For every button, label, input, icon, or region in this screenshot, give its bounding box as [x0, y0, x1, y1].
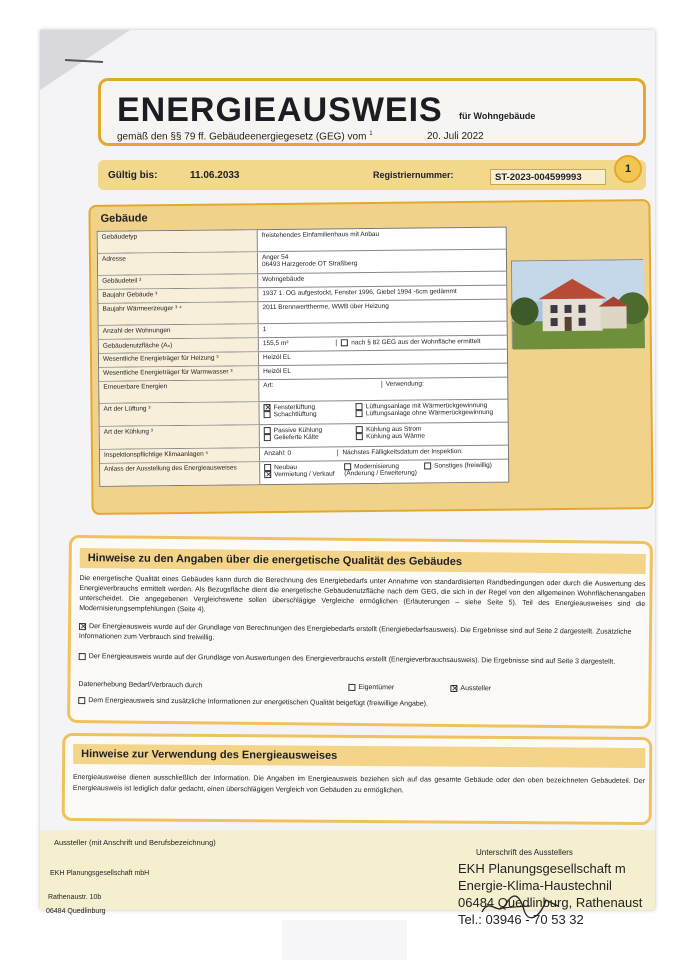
- issuer-option: Aussteller: [460, 685, 492, 693]
- issue-reason-option: Sonstiges (freiwillig): [434, 461, 492, 470]
- table-row: [100, 460, 508, 486]
- renewables-label: Erneuerbare Energien: [99, 380, 259, 403]
- issue-reason-option: Modernisierung: [354, 462, 399, 471]
- heat-generator-year-label: Baujahr Wärmeerzeuger ³ ⁴: [98, 302, 258, 325]
- legal-basis-text: gemäß den §§ 79 ff. Gebäudeenergiegesetz (GEG) vom: [117, 131, 367, 143]
- checkbox[interactable]: [78, 697, 85, 704]
- building-type-value: freistehendes Einfamilienhaus mit Anbau: [261, 230, 380, 240]
- ventilation-option: Lüftungsanlage mit Wärmerückgewinnung: [365, 402, 488, 411]
- issuer-name: EKH Planungsgesellschaft mbH: [50, 870, 150, 877]
- document-title: ENERGIEAUSWEIS: [117, 91, 443, 129]
- renewables-usage: Verwendung:: [381, 380, 504, 388]
- data-collection-label: Datenerhebung Bedarf/Verbrauch durch: [78, 681, 203, 690]
- floor-area-value: [259, 336, 507, 352]
- building-part-value: Wohngebäude: [262, 275, 305, 284]
- apartments-label: Anzahl der Wohnungen: [99, 324, 259, 339]
- heat-generator-year-value: 2011 Brennwerttherme, WWB über Heizung: [262, 302, 389, 312]
- additional-info-text: Dem Energieausweis sind zusätzliche Informationen zur energetischen Qualität beigefügt (freiwillige Angabe).: [88, 697, 428, 708]
- document-subtitle: für Wohngebäude: [459, 111, 536, 121]
- house-image: [512, 260, 645, 349]
- bottom-artifact: [282, 920, 407, 960]
- checkbox-checked[interactable]: [264, 471, 271, 478]
- page-number-badge: 1: [614, 155, 642, 183]
- checkbox-checked[interactable]: [263, 404, 270, 411]
- checkbox[interactable]: [264, 427, 271, 434]
- building-section-title: Gebäude: [100, 212, 148, 225]
- option-demand-text: Der Energieausweis wurde auf der Grundlage von Berechnungen des Energiebedarfs erstellt (Energiebedarfsausweis). Die Ergebnisse sind auf Seite 2 dargestellt. Zusätzliche Informationen zum Verbrauch sind freiwillig.: [78, 623, 632, 642]
- construction-year-value: 1937 1. OG aufgestockt, Fenster 1996, Giebel 1994 -6cm gedämmt: [262, 288, 457, 298]
- checkbox[interactable]: [264, 411, 271, 418]
- title-box: [98, 78, 646, 146]
- stamp-line: Tel.: 03946 - 70 53 32: [458, 912, 584, 927]
- issuer-section: [40, 830, 655, 927]
- registration-number: ST-2023-004599993: [490, 169, 606, 185]
- checkbox[interactable]: [79, 653, 86, 660]
- aircon-label: Inspektionspflichtige Klimaanlagen ⁵: [100, 448, 260, 463]
- building-section: [88, 199, 653, 515]
- floor-area-number: 155,5 m²: [262, 339, 289, 348]
- address-line-1: Anger 54: [261, 253, 289, 262]
- option-consumption: [79, 652, 645, 668]
- heating-carrier-value: Heizöl EL: [262, 353, 291, 362]
- registration-label: Registriernummer:: [373, 170, 454, 180]
- stamp-line: EKH Planungsgesellschaft m: [458, 861, 626, 876]
- building-type-label: Gebäudetyp: [98, 230, 258, 253]
- ventilation-option: Schachtlüftung: [273, 411, 317, 419]
- option-consumption-text: Der Energieausweis wurde auf der Grundlage von Auswertungen des Energieverbrauchs erstellt (Energieverbrauchsausweis). Die Ergebnisse sind auf Seite 3 dargestellt.: [88, 653, 616, 666]
- valid-until-label: Gültig bis:: [108, 170, 158, 181]
- checkbox[interactable]: [356, 433, 363, 440]
- checkbox[interactable]: [424, 462, 431, 469]
- law-date: 20. Juli 2022: [427, 131, 484, 142]
- signature-label: Unterschrift des Ausstellers: [476, 848, 573, 857]
- data-collection-row: [78, 680, 644, 696]
- floor-area-label: Gebäudenutzfläche (Aₙ): [99, 338, 259, 353]
- quality-notes-text: Die energetische Qualität eines Gebäudes kann durch die Berechnung des Energiebedarfs unter Annahme von standardisierten Randbedingungen oder durch die Auswertung des Energieverbrauchs ermittelt werden. Als Bezugsfläche dient die energetische Gebäudenutzfläche nach dem GEG, die sich in der Regel von den allgemeinen Wohnflächenangaben unterscheidet. Die angegebenen Vergleichswerte sollen überschlägige Vergleiche ermöglichen (Erläuterungen – siehe Seite 5). Teil des Energieausweises sind die Modernisierungsempfehlungen (Seite 4).: [79, 575, 646, 614]
- stamp-line: Energie-Klima-Haustechnil: [458, 878, 612, 893]
- checkbox-checked[interactable]: [79, 623, 86, 630]
- apartments-value: 1: [262, 326, 267, 334]
- floor-area-note: [336, 338, 503, 347]
- cooling-option: Kühlung aus Strom: [366, 425, 422, 434]
- floor-area-note-text: nach § 82 GEG aus der Wohnfläche ermittelt: [351, 338, 481, 347]
- cooling-label: Art der Kühlung ³: [100, 425, 260, 449]
- handwritten-signature: [480, 892, 560, 922]
- ventilation-options: [259, 400, 507, 425]
- renewables-type: Art:: [263, 382, 274, 390]
- issue-reason-label: Anlass der Ausstellung des Energieausweises: [100, 462, 260, 486]
- cooling-option: Kühlung aus Wärme: [366, 432, 426, 441]
- building-data-table: [97, 227, 510, 487]
- address-value: [258, 250, 506, 274]
- checkbox[interactable]: [264, 434, 271, 441]
- stamp-line: 06484 Quedlinburg, Rathenaust: [458, 895, 643, 910]
- usage-notes-title: Hinweise zur Verwendung des Energieausweises: [73, 744, 645, 768]
- legal-basis: [117, 131, 373, 142]
- issue-reason-options: [260, 460, 508, 485]
- issue-reason-option-detail: (Änderung / Erweiterung): [344, 469, 417, 478]
- additional-info-row: [78, 696, 644, 712]
- cooling-options: [260, 423, 508, 448]
- checkbox[interactable]: [341, 339, 348, 346]
- aircon-next-inspection: Nächstes Fälligkeitsdatum der Inspektion:: [337, 448, 504, 457]
- aircon-value: [260, 446, 508, 462]
- issuer-city: 06484 Quedlinburg: [46, 908, 106, 915]
- checkbox[interactable]: [356, 410, 363, 417]
- heating-carrier-label: Wesentliche Energieträger für Heizung ³: [99, 352, 259, 367]
- energy-certificate-page: [40, 30, 655, 927]
- quality-notes-title: Hinweise zu den Angaben über die energetische Qualität des Gebäudes: [80, 548, 646, 574]
- hot-water-carrier-label: Wesentliche Energieträger für Warmwasser ³: [99, 366, 259, 381]
- issue-reason-option: Neubau: [274, 464, 297, 472]
- validity-bar: [98, 160, 646, 190]
- issuer-street: Rathenaustr. 10b: [48, 894, 102, 901]
- building-part-label: Gebäudeteil ²: [98, 274, 258, 289]
- cooling-option: Gelieferte Kälte: [273, 433, 319, 442]
- owner-option: Eigentümer: [358, 683, 395, 692]
- checkbox[interactable]: [348, 684, 355, 691]
- ventilation-label: Art der Lüftung ³: [99, 402, 259, 426]
- ventilation-option: Fensterlüftung: [273, 403, 316, 412]
- issuer-label: Aussteller (mit Anschrift und Berufsbezeichnung): [54, 838, 216, 847]
- checkbox[interactable]: [356, 426, 363, 433]
- renewables-value: [259, 378, 507, 402]
- address-label: Adresse: [98, 252, 258, 275]
- building-photo: [511, 259, 644, 348]
- quality-notes-section: [67, 535, 653, 729]
- construction-year-label: Baujahr Gebäude ³: [98, 288, 258, 303]
- cooling-option: Passive Kühlung: [273, 426, 323, 435]
- usage-notes-text: Energieausweise dienen ausschließlich der Information. Die Angaben im Energieausweis beziehen sich auf das gesamte Gebäude oder den oben bezeichneten Gebäudeteil. Der Energieausweis ist lediglich dafür gedacht, einen überschlägigen Vergleich von Gebäuden zu ermöglichen.: [72, 774, 646, 795]
- address-line-2: 06493 Harzgerode OT Straßberg: [261, 260, 358, 269]
- usage-notes-section: [62, 733, 653, 825]
- footnote-marker: 1: [369, 131, 373, 137]
- option-demand: [79, 622, 645, 648]
- valid-until-date: 11.06.2033: [190, 170, 240, 181]
- aircon-count: Anzahl: 0: [263, 449, 292, 458]
- checkbox-checked[interactable]: [450, 685, 457, 692]
- hot-water-carrier-value: Heizöl EL: [263, 367, 292, 376]
- issue-reason-option: Vermietung / Verkauf: [274, 470, 335, 479]
- ventilation-option: Lüftungsanlage ohne Wärmerückgewinnung: [365, 409, 494, 418]
- checkbox[interactable]: [356, 403, 363, 410]
